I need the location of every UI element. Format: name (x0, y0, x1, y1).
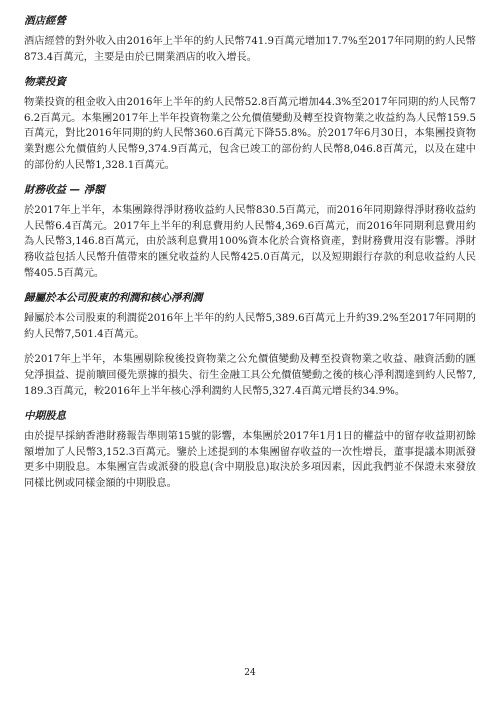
section-heading: 財務收益 — 淨額 (24, 184, 105, 197)
section-heading: 酒店經營 (24, 15, 66, 27)
section-heading: 歸屬於本公司股東的利潤和核心淨利潤 (24, 292, 203, 305)
section-hotel-operation (24, 14, 476, 65)
section-finance-income (24, 183, 476, 281)
paragraph: 酒店經營的對外收入由2016年上半年的約人民幣741.9百萬元增加17.7%至2017年同期的約人民幣873.4百萬元，主要是由於已開業酒店的收入增長。 (24, 36, 476, 63)
paragraph: 於2017年上半年，本集團錄得淨財務收益約人民幣830.5百萬元，而2016年同期錄得淨財務收益約人民幣6.4百萬元。2017年上半年的利息費用約人民幣4,369.6百萬元，而2016年同期利息費用約為人民幣3,146.8百萬元，由於該利息費用100%資本化於合資格資產，對財務費用沒有影響。淨財務收益包括人民幣升值帶來的匯兌收益約人民幣425.0百萬元，以及短期銀行存款的利息收益約人民幣405.5百萬元。 (24, 205, 476, 279)
section-profit-attributable (24, 291, 476, 399)
paragraph: 於2017年上半年，本集團剔除稅後投資物業之公允價值變動及轉至投資物業之收益、融資活動的匯兌淨損益、提前贖回優先票據的損失、衍生金融工具公允價值變動之後的核心淨利潤達到約人民幣7,189.3百萬元，較2016年上半年核心淨利潤約人民幣5,327.4百萬元增長約34.9%。 (24, 354, 476, 397)
paragraph: 歸屬於本公司股東的利潤從2016年上半年的約人民幣5,389.6百萬元上升約39.2%至2017年同期的約人民幣7,501.4百萬元。 (24, 313, 476, 340)
page-number: 24 (244, 668, 256, 678)
section-interim-dividend (24, 409, 476, 491)
section-heading: 中期股息 (24, 410, 66, 423)
section-heading: 物業投資 (24, 76, 66, 89)
document-page (24, 8, 476, 501)
paragraph: 由於提早採納香港財務報告準則第15號的影響，本集團於2017年1月1日的權益中的留存收益期初餘額增加了人民幣3,152.3百萬元。鑒於上述提到的本集團留存收益的一次性增長，董事提議本期派發更多中期股息。本集團宣告或派發的股息(含中期股息)取決於多項因素，因此我們並不保證未來發放同樣比例或同樣金額的中期股息。 (24, 431, 476, 489)
section-property-investment (24, 75, 476, 173)
paragraph: 物業投資的租金收入由2016年上半年的約人民幣52.8百萬元增加44.3%至2017年同期的約人民幣76.2百萬元。本集團2017年上半年投資物業之公允價值變動及轉至投資物業之收益約為人民幣159.5百萬元，對比2016年同期的約人民幣360.6百萬元下降55.8%。於2017年6月30日，本集團投資物業對應公允價值約人民幣9,374.9百萬元，包含已竣工的部份約人民幣8,046.8百萬元，以及在建中的部份約人民幣1,328.1百萬元。 (24, 97, 476, 171)
